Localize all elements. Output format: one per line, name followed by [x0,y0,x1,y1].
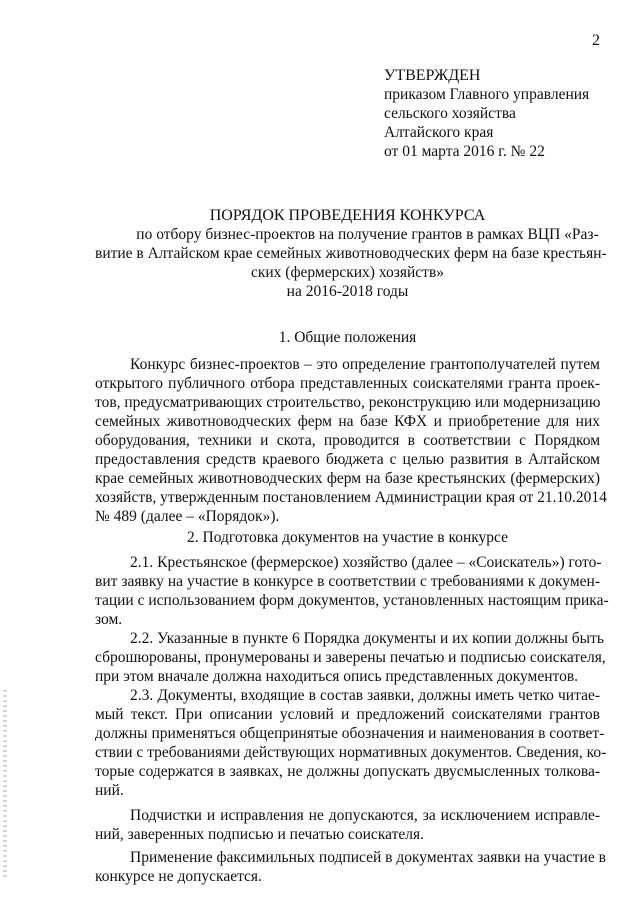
title-line: на 2016-2018 годы [286,283,409,300]
section-heading: 2. Подготовка документов на участие в конкурсе [187,529,508,546]
approval-line: приказом Главного управления [384,86,590,103]
text-line: ствии с требованиями действующих нормативных документов. Сведения, ко- [95,744,607,761]
text-line: Конкурс бизнес-проектов – это определение грантополучателей путем [130,356,600,373]
document-title [95,206,607,301]
text-line: сброшюрованы, пронумерованы и заверены печатью и подписью соискателя, [95,649,606,666]
text-line: тации с использованием форм документов, установленных настоящим прика- [95,592,609,609]
text-line: зом. [95,611,123,628]
approval-heading: УТВЕРЖДЕН [384,67,481,84]
text-line: мый текст. При описании условий и предложений соискателями грантов [95,706,600,723]
text-line: ний, заверенных подписью и печатью соискателя. [95,826,424,843]
approval-line: от 01 марта 2016 г. № 22 [384,143,545,160]
text-line: Подчистки и исправления не допускаются, за исключением исправле- [130,807,600,824]
text-line: 2.2. Указанные в пункте 6 Порядка документы и их копии должны быть [130,630,604,647]
title-line: витие в Алтайском крае семейных животноводческих ферм на базе крестьян- [95,245,607,262]
title-line: по отбору бизнес-проектов на получение грантов в рамках ВЦП «Раз- [136,226,599,243]
text-line: Применение факсимильных подписей в документах заявки на участие в [130,849,606,866]
text-line: вит заявку на участие в конкурсе в соответствии с требованиями к докумен- [95,573,600,590]
text-line: хозяйств, утвержденным постановлением Администрации края от 21.10.2014 [95,489,607,506]
text-line: при этом вначале должна находиться опись представленных документов. [95,668,579,685]
approval-block [384,66,598,161]
section-body [95,553,609,886]
text-line: предоставления средств краевого бюджета с целью развития в Алтайском [95,451,600,468]
text-line: торые содержатся в заявках, не должны допускать двусмысленных толкова- [95,763,600,780]
page-number: 2 [592,32,600,49]
text-line: 2.1. Крестьянское (фермерское) хозяйство (далее – «Соискатель») гото- [130,554,602,571]
text-line: крае семейных животноводческих ферм на базе крестьянских (фермерских) [95,470,600,487]
approval-line: Алтайского края [384,124,494,141]
text-line: тов, предусматривающих строительство, реконструкцию или модернизацию [95,394,601,411]
text-line: оборудования, техники и скота, проводится в соответствии с Порядком [95,432,600,449]
approval-line: сельского хозяйства [384,105,516,122]
title-main: ПОРЯДОК ПРОВЕДЕНИЯ КОНКУРСА [209,207,486,224]
section-heading: 1. Общие положения [278,329,417,346]
text-line: конкурсе не допускается. [95,868,262,885]
section-body [95,355,607,526]
text-line: 2.3. Документы, входящие в состав заявки, должны иметь четко читае- [130,687,600,704]
text-line: семейных животноводческих ферм на базе КФХ и приобретение для них [95,413,600,430]
text-line: открытого публичного отбора представленных соискателями гранта проек- [95,375,600,392]
title-line: ских (фермерских) хозяйств» [250,264,445,281]
text-line: № 489 (далее – «Порядок»). [95,508,280,525]
text-line: должны применяться общепринятые обозначения и наименования в соответ- [95,725,605,742]
scan-edge-mark [3,690,7,880]
text-line: ний. [95,782,124,799]
